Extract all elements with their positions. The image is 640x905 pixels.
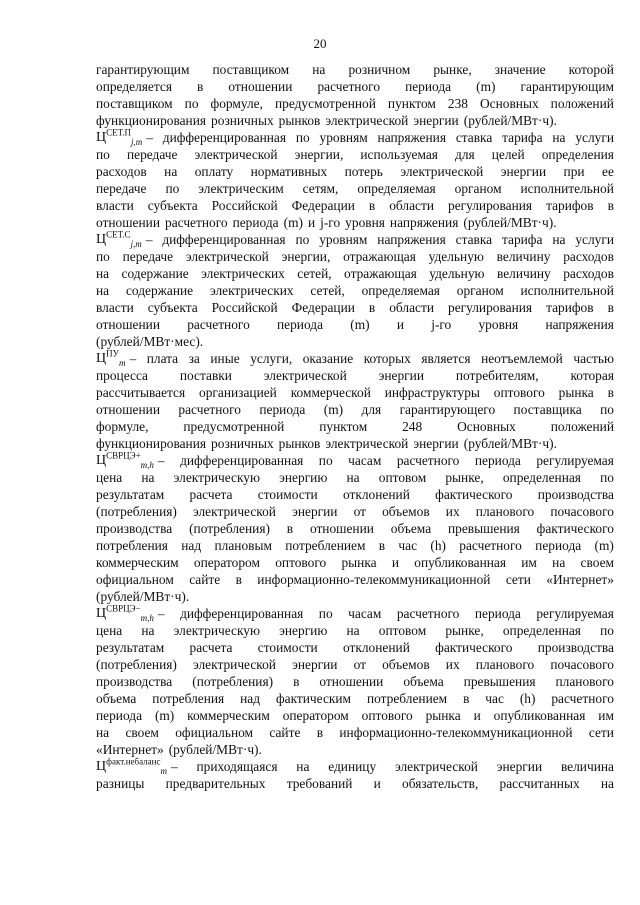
text-line: $Ц^{СВРЦЭ-}_{m,h}$ – дифференцированная по часам расчетного периода регулируемая (96, 603, 614, 623)
page-number: 20 (313, 36, 327, 51)
formula-symbol: $Ц^{СЕТ.П}_{j,m}$ (96, 127, 143, 147)
text-line: производства (потребления) в отношении объема превышения фактического (96, 521, 614, 536)
text-line: отношении расчетного периода (m) для гарантирующего поставщика по (96, 402, 614, 417)
text-line: власти субъекта Российской Федерации в области регулирования тарифов в (96, 300, 614, 315)
text-line: рассчитывается организацией коммерческой инфраструктуры оптового рынка в (96, 385, 614, 400)
text-line: цена на электрическую энергию на оптовом рынке, определенная по (96, 470, 614, 485)
text-line: (потребления) электрической энергии от объемов их планового почасового (96, 657, 614, 672)
paragraph-p4 (96, 452, 614, 605)
text-line: расходов на оплату нормативных потерь электрической энергии при ее (96, 164, 614, 179)
text-line: по передаче электрической энергии, используемая для целей определения (96, 147, 614, 162)
text-line: $Ц^{факт.небаланс}_m$ – приходящаяся на единицу электрической энергии величина (96, 756, 614, 776)
text-line: функционирования розничных рынков электрической энергии (рублей/МВт·ч). (96, 436, 557, 451)
text-line: формуле, предусмотренной пунктом 248 Основных положений (96, 419, 614, 434)
paragraph-p1 (96, 129, 614, 231)
text-line: объема потребления над фактическим потреблением в час (h) расчетного (96, 691, 614, 706)
text-line: разницы предварительных требований и обязательств, рассчитанных на (96, 776, 614, 791)
paragraph-p6 (96, 758, 614, 792)
paragraph-p2 (96, 231, 614, 350)
text-line: отношении расчетного периода (m) и j-го уровня напряжения (рублей/МВт·ч). (96, 215, 557, 230)
text-line: гарантирующим поставщиком на розничном рынке, значение которой (96, 62, 614, 77)
formula-symbol: $Ц^{факт.небаланс}_m$ (96, 756, 167, 776)
text-line: периода (m) коммерческим оператором оптового рынка и опубликованная им (96, 708, 614, 723)
text-line: по передаче электрической энергии, отражающая удельную величину расходов (96, 249, 614, 264)
text-line: результатам расчета стоимости отклонений фактического производства (96, 487, 614, 502)
text-line: отношении расчетного периода (m) и j-го уровня напряжения (96, 317, 614, 332)
text-line: потребления над плановым потреблением в час (h) расчетного периода (m) (96, 538, 614, 553)
text-line: «Интернет» (рублей/МВт·ч). (96, 742, 262, 757)
text-line: на своем официальном сайте в информационно-телекоммуникационной сети (96, 725, 614, 740)
text-line: коммерческим оператором оптового рынка и опубликованная им на своем (96, 555, 614, 570)
text-line: результатам расчета стоимости отклонений фактического производства (96, 640, 614, 655)
formula-symbol: $Ц^{ПУ}_m$ (96, 348, 126, 368)
text-line: на содержание электрических сетей, отражающая удельную величину расходов (96, 266, 614, 281)
text-line: $Ц^{ПУ}_m$ – плата за иные услуги, оказание которых является неотъемлемой частью (96, 348, 614, 368)
text-line: $Ц^{СЕТ.П}_{j,m}$ – дифференцированная по уровням напряжения ставка тарифа на услуги (96, 127, 614, 147)
text-line: функционирования розничных рынков электрической энергии (рублей/МВт·ч). (96, 113, 557, 128)
paragraph-p5 (96, 605, 614, 758)
formula-symbol: $Ц^{СЕТ.С}_{j,m}$ (96, 229, 142, 249)
formula-symbol: $Ц^{СВРЦЭ+}_{m,h}$ (96, 450, 154, 470)
text-line: официальном сайте в информационно-телекоммуникационной сети «Интернет» (96, 572, 614, 587)
text-line: на содержание электрических сетей, определяемая органом исполнительной (96, 283, 614, 298)
text-line: $Ц^{СВРЦЭ+}_{m,h}$ – дифференцированная по часам расчетного периода регулируемая (96, 450, 614, 470)
text-line: передаче по электрическим сетям, определяемая органом исполнительной (96, 181, 614, 196)
text-line: (рублей/МВт·ч). (96, 589, 190, 604)
text-line: определяется в отношении расчетного периода (m) гарантирующим (96, 79, 614, 94)
text-line: поставщиком по формуле, предусмотренной пунктом 238 Основных положений (96, 96, 614, 111)
text-line: $Ц^{СЕТ.С}_{j,m}$ – дифференцированная по уровням напряжения ставка тарифа на услуги (96, 229, 614, 249)
paragraph-p3 (96, 350, 614, 452)
text-line: (потребления) электрической энергии от объемов их планового почасового (96, 504, 614, 519)
formula-symbol: $Ц^{СВРЦЭ-}_{m,h}$ (96, 603, 154, 623)
text-line: (рублей/МВт·мес). (96, 334, 204, 349)
text-line: цена на электрическую энергию на оптовом рынке, определенная по (96, 623, 614, 638)
text-line: производства (потребления) в отношении объема превышения планового (96, 674, 614, 689)
text-line: власти субъекта Российской Федерации в области регулирования тарифов в (96, 198, 614, 213)
document-body (96, 61, 614, 792)
paragraph-p0 (96, 61, 614, 129)
text-line: процесса поставки электрической энергии потребителям, которая (96, 368, 614, 383)
